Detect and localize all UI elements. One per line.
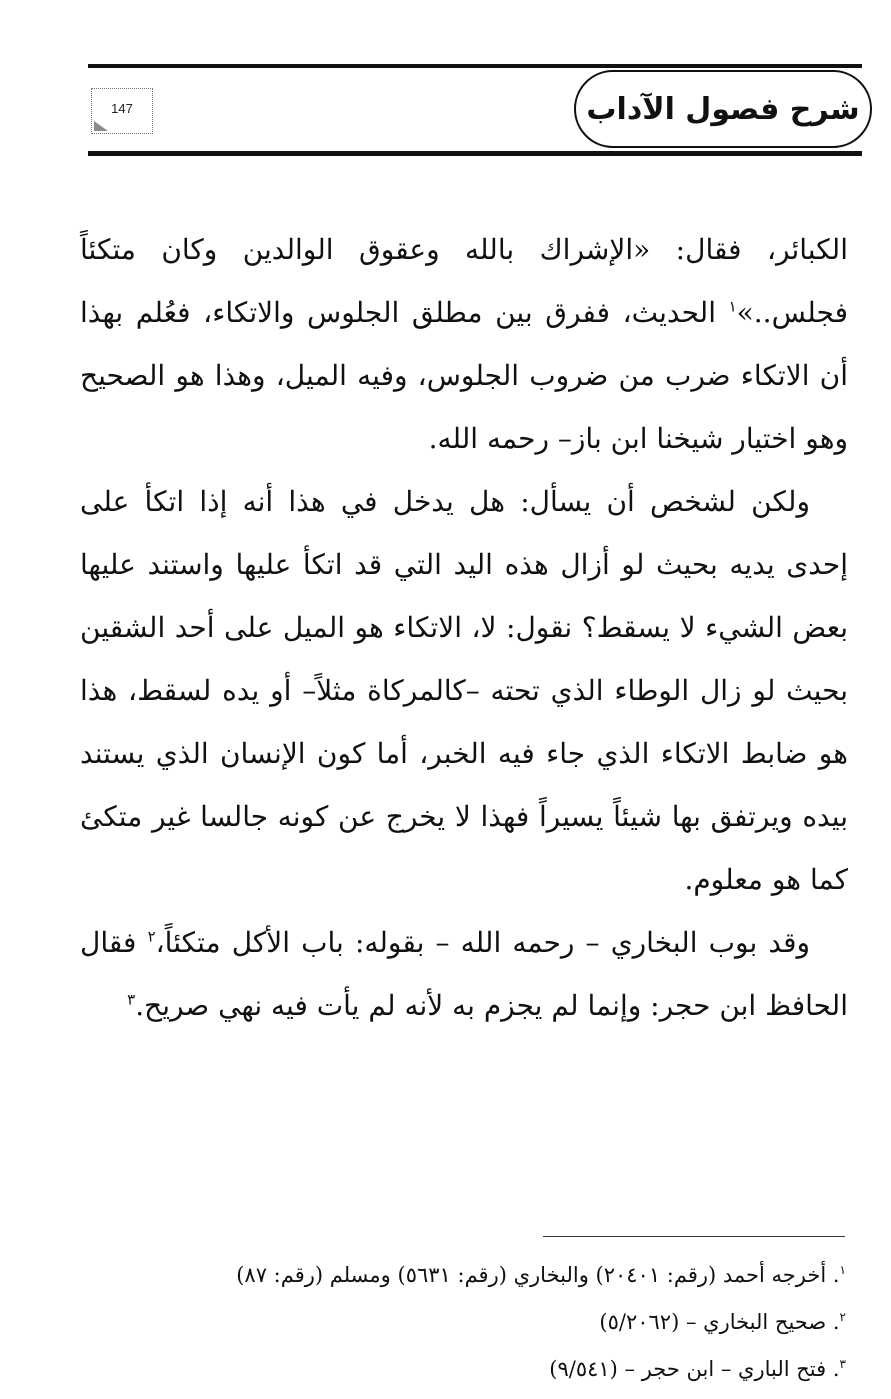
paragraph-1	[80, 218, 848, 470]
header-bottom-rule	[88, 151, 862, 156]
paragraph-text: ولكن لشخص أن يسأل: هل يدخل في هذا أنه إذا اتكأ على إحدى يديه بحيث لو أزال هذه اليد التي قد اتكأ عليها واستند عليها بعض الشيء لا يسقط؟ نقول: لا، الاتكاء هو الميل على أحد الشقين بحيث لو زال الوطاء الذي تحته –كالمركاة مثلاً– أو يده لسقط، هذا هو ضابط الاتكاء الذي جاء فيه الخبر، أما كون الإنسان الذي يستند بيده ويرتفق بها شيئاً يسيراً فهذا لا يخرج عن كونه جالسا غير متكئ كما هو معلوم.	[80, 485, 849, 896]
footnote-2	[100, 1299, 846, 1346]
footnote-text: . فتح الباري – ابن حجر – (٩/٥٤١)	[549, 1357, 840, 1381]
header-top-rule	[88, 64, 862, 68]
paragraph-2	[80, 470, 848, 911]
paragraph-text: الحديث، ففرق بين مطلق الجلوس والاتكاء، فعُلم بهذا أن الاتكاء ضرب من ضروب الجلوس، وفيه الميل، وهذا هو الصحيح وهو اختيار شيخنا ابن باز– رحمه الله.	[80, 296, 848, 455]
running-title: شرح فصول الآداب	[586, 91, 860, 127]
page-number: 147	[111, 101, 133, 116]
paragraph-text: الكبائر، فقال: «الإشراك بالله وعقوق الوالدين وكان متكئاً فجلس..»	[80, 233, 848, 329]
footnote-1	[100, 1252, 846, 1299]
page-number-box	[91, 88, 153, 134]
footnote-3	[100, 1346, 846, 1393]
footnote-number: ١	[839, 1263, 846, 1277]
footnotes	[100, 1252, 846, 1393]
footnote-separator	[543, 1236, 845, 1237]
running-title-box	[574, 70, 872, 148]
paragraph-3	[80, 911, 848, 1037]
footnote-number: ٢	[839, 1310, 846, 1324]
footnote-marker: ١	[728, 297, 737, 316]
footnote-marker: ٣	[127, 990, 136, 1009]
body-text	[80, 218, 848, 1037]
footnote-text: . أخرجه أحمد (رقم: ٢٠٤٠١) والبخاري (رقم: ٥٦٣١) ومسلم (رقم: ٨٧)	[236, 1263, 840, 1287]
footnote-marker: ٢	[147, 927, 156, 946]
paragraph-text: فقال الحافظ ابن حجر: وإنما لم يجزم به لأنه لم يأت فيه نهي صريح.	[80, 926, 848, 1022]
footnote-text: . صحيح البخاري – (٥/٢٠٦٢)	[599, 1310, 840, 1334]
footnote-number: ٣	[839, 1357, 846, 1371]
page-fold-icon	[94, 121, 108, 131]
paragraph-text: وقد بوب البخاري – رحمه الله – بقوله: باب الأكل متكئاً،	[155, 926, 810, 959]
